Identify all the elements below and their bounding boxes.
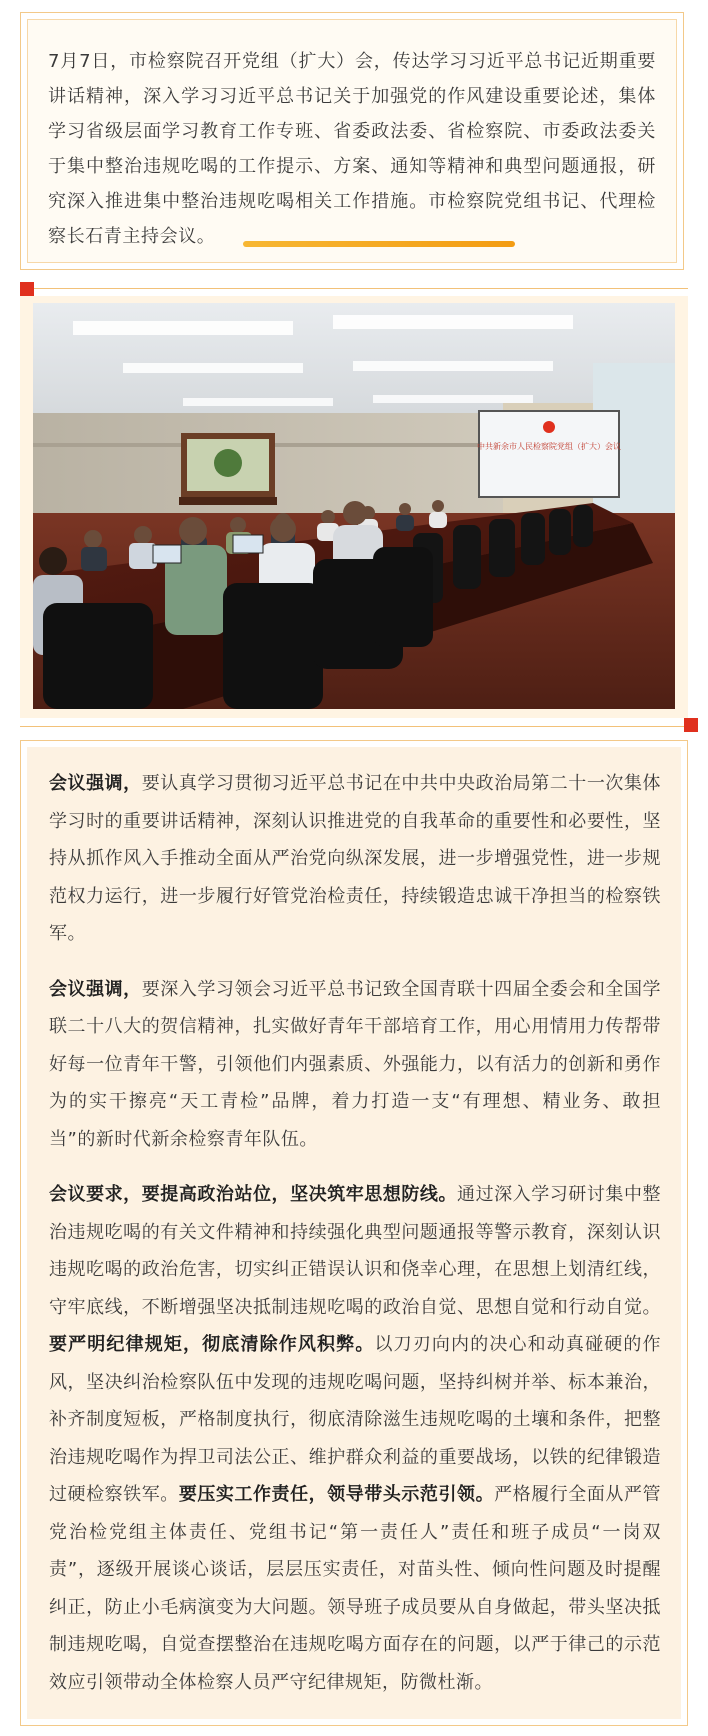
paragraph-2 [49,971,661,1159]
paragraph-2-lead: 会议强调， [49,978,142,1000]
paragraph-3-bold-2: 要严明纪律规矩，彻底清除作风积弊。 [49,1334,375,1355]
intro-card-inner [27,19,677,263]
paragraph-3-text-3: 严格履行全面从严管党治检党组主体责任、党组书记“第一责任人”责任和班子成员“一岗双责”，逐级开展谈心谈话，层层压实责任，对苗头性、倾向性问题及时提醒纠正，防止小毛病演变为大问题。领导班子成员要从自身做起，带头坚决抵制违规吃喝，自觉查摆整治在违规吃喝方面存在的问题，以严于律己的示范效应引领带动全体检察人员严守纪律规矩，防微杜渐。 [49,1484,661,1693]
photo-top-rule [20,288,688,289]
meeting-photo-illustration [33,303,675,709]
paragraph-3-bold-1: 会议要求，要提高政治站位，坚决筑牢思想防线。 [49,1184,458,1205]
paragraph-1-lead: 会议强调， [49,773,142,794]
intro-text: 7月7日，市检察院召开党组（扩大）会，传达学习习近平总书记近期重要讲话精神，深入学习习近平总书记关于加强党的作风建设重要论述，集体学习省级层面学习教育工作专班、省委政法委、省检察院、市委政法委关于集中整治违规吃喝的工作提示、方案、通知等精神和典型问题通报，研究深入推进集中整治违规吃喝相关工作措施。市检察院党组书记、代理检察长石青主持会议。 [48,51,656,247]
photo-frame [20,296,688,718]
corner-marker-top-left [20,282,34,296]
screen-title: 中共新余市人民检察院党组（扩大）会议 [477,442,621,451]
paragraph-2-text: 要深入学习领会习近平总书记致全国青联十四届全委会和全国学联二十八大的贺信精神，扎实做好青年干部培育工作，用心用情用力传帮带好每一位青年干警，引领他们内强素质、外强能力，以有活力的创新和勇作为的实干擦亮“天工青检”品牌，着力打造一支“有理想、精业务、敢担当”的新时代新余检察青年队伍。 [49,978,661,1150]
paragraph-3 [49,1176,661,1701]
corner-marker-bottom-right [684,718,698,732]
paragraph-3-text-2: 以刀刃向内的决心和动真碰硬的作风，坚决纠治检察队伍中发现的违规吃喝问题，坚持纠树并举、标本兼治，补齐制度短板，严格制度执行，彻底清除滋生违规吃喝的土壤和条件，把整治违规吃喝作为捍卫司法公正、维护群众利益的重要战场，以铁的纪律锻造过硬检察铁军。 [49,1334,661,1505]
paragraph-1 [49,765,661,953]
content-card [20,740,688,1726]
paragraph-3-bold-3: 要压实工作责任，领导带头示范引领。 [178,1484,495,1505]
intro-divider-bar [243,241,515,247]
content-card-inner [27,747,681,1719]
paragraph-1-text: 要认真学习贯彻习近平总书记在中共中央政治局第二十一次集体学习时的重要讲话精神，深刻认识推进党的自我革命的重要性和必要性，坚持从抓作风入手推动全面从严治党向纵深发展，进一步增强党性，进一步规范权力运行，进一步履行好管党治检责任，持续锻造忠诚干净担当的检察铁军。 [49,773,661,944]
intro-card [20,12,684,270]
photo-bottom-rule [20,726,688,727]
meeting-photo [33,303,675,709]
paragraph-3-text-1: 通过深入学习研讨集中整治违规吃喝的有关文件精神和持续强化典型问题通报等警示教育，深刻认识违规吃喝的政治危害，切实纠正错误认识和侥幸心理，在思想上划清红线，守牢底线，不断增强坚决抵制违规吃喝的政治自觉、思想自觉和行动自觉。 [49,1184,661,1318]
